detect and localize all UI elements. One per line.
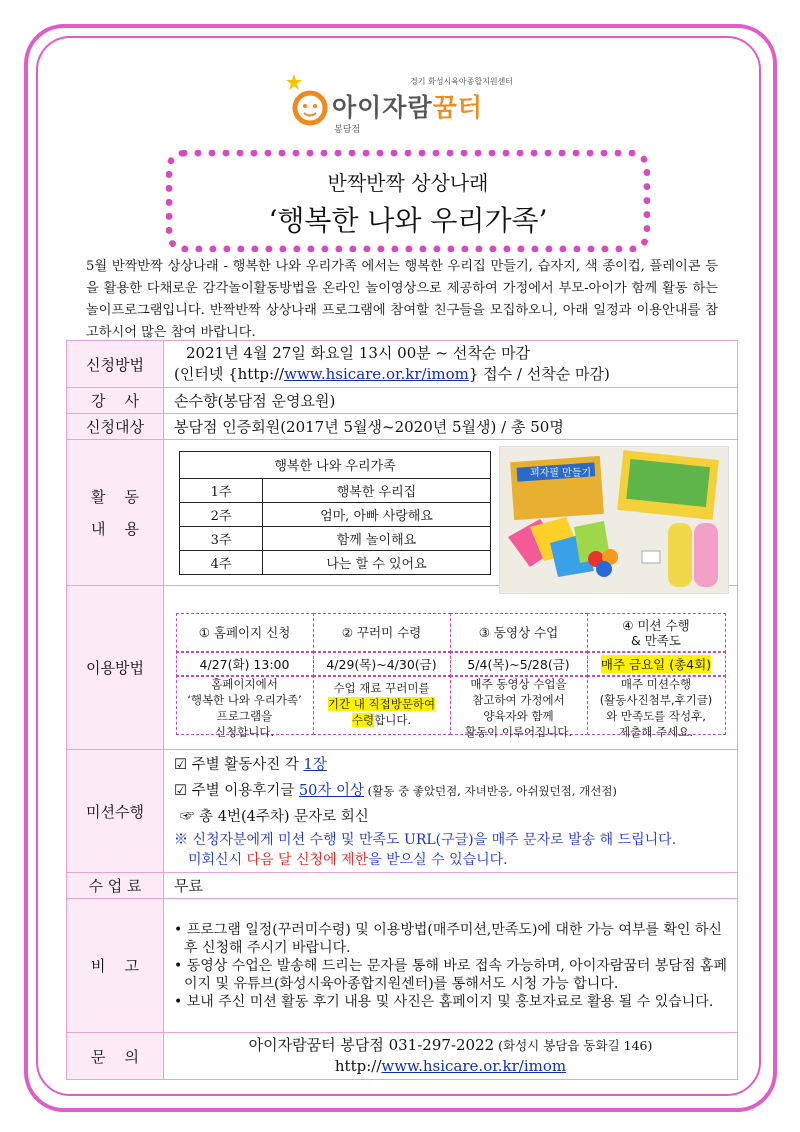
step-1-desc-3: 프로그램을 [216,708,273,723]
apply-line2 [174,364,727,385]
label-contact: 문 의 [67,1033,164,1080]
mission-item-3: ☞ 총 4번(4주차) 문자로 회신 [180,809,369,825]
step-4-date [587,651,726,677]
logo-org-text: 경기 화성시육아종합지원센터 [410,77,514,86]
contact-address: (화성시 봉담읍 동화길 146) [494,1038,653,1053]
step-3-desc-3: 양육자와 함께 [483,708,554,723]
step-3-desc [450,675,588,739]
materials-photo [499,446,729,594]
photo-box-label: 꾀자필 만들기 [530,468,592,479]
apply-line2-post: } 접수 / 선착순 마감) [468,365,610,383]
step-2-head: ② 꾸러미 수령 [313,613,451,653]
mission-item-2-text: ☑ 주별 이용후기글 [174,783,299,799]
row-contact [67,1033,738,1080]
row-apply [67,341,738,388]
step-4-desc-1: 매주 미션수행 [620,676,692,691]
mission-note-2-pre: 미회신시 [188,852,247,868]
apply-line1: 2021년 4월 27일 화요일 13시 00분 ~ 선착순 마감 [186,344,531,362]
step-4-desc-4: 제출해 주세요. [619,724,693,739]
row-fee [67,873,738,899]
label-target: 신청대상 [67,414,164,440]
week-3: 3주 [180,526,263,550]
brand-name-part2: 꿈터 [432,93,483,122]
label-content [67,440,164,586]
step-4-date-highlight: 매주 금요일 (총4회) [600,656,712,672]
intro-paragraph: 5월 반짝반짝 상상나래 - 행복한 나와 우리가족 에서는 행복한 우리집 만들기, 습자지, 색 종이컵, 플레이콘 등을 활용한 다채로운 감각놀이활동방법을 온라인 놀이영상으로 제공하여 가정에서 부모-아이가 함께 활동 하는 놀이프로그램입니다. 반짝반짝 상상나래 프로그램에 참여할 친구들을 모집하오니, 아래 일정과 이용안내를 참고하시어 많은 참여 바랍니다. [86,259,718,340]
logo-face-icon [286,72,332,134]
remark-3: • 보내 주신 미션 활동 후기 내용 및 사진은 홈페이지 및 홍보자료로 활용 될 수 있습니다. [174,993,714,1010]
week-2-title: 엄마, 아빠 사랑해요 [263,502,491,526]
brand-name-part1: 아이자람 [332,93,433,122]
step-3-desc-1: 매주 동영상 수업을 [470,676,567,691]
apply-line2-pre: (인터넷 {http:// [174,365,285,383]
label-content-1: 활 동 [90,487,140,506]
mission-note-2-red: 다음 달 신청에 제한 [246,852,369,868]
row-teacher [67,388,738,414]
row-mission [67,750,738,873]
title-line-1: 반짝반짝 상상나래 [327,171,489,195]
week-1-title: 행복한 우리집 [263,478,491,502]
contact-link-pre: http:// [334,1057,382,1075]
value-teacher: 손수향(봉담점 운영요원) [164,388,738,414]
step-2-desc [313,675,451,735]
row-content [67,440,738,586]
contact-phone: 아이자람꿈터 봉담점 031-297-2022 [248,1036,495,1054]
row-remarks [67,899,738,1033]
step-2-desc-4: 합니다. [374,712,412,727]
step-4-head-2: & 만족도 [631,632,681,648]
mission-item-1-underline: 1장 [303,757,327,773]
mission-note-1: ※ 신청자분에게 미션 수행 및 만족도 URL(구글)을 매주 문자로 발송 해 드립니다. [174,832,677,848]
weeks-wrap [164,451,500,575]
logo [286,72,546,134]
value-fee: 무료 [164,873,738,899]
step-4-desc [587,675,726,739]
step-3-desc-2: 참고하여 가정에서 [472,692,565,707]
step-4-head-1: ④ 미션 수행 [622,617,690,633]
step-2-desc-2: 기간 내 직접방문하여 [327,696,436,711]
step-3-date: 5/4(목)~5/28(금) [450,651,588,677]
logo-branch: 봉담점 [334,125,361,135]
logo-brand [332,88,483,124]
step-1-date: 4/27(화) 13:00 [176,651,314,677]
value-usage [164,586,738,750]
label-mission: 미션수행 [67,750,164,873]
mission-item-2 [174,778,727,804]
label-remarks: 비 고 [67,899,164,1033]
step-1-desc [176,675,314,739]
step-4-desc-3: 와 만족도를 작성후, [606,708,706,723]
label-teacher: 강 사 [67,388,164,414]
label-usage: 이용방법 [67,586,164,750]
title-line-2: ‘행복한 나와 우리가족’ [268,204,548,237]
step-2-desc-1: 수업 재료 꾸러미를 [333,680,430,695]
value-content [164,440,738,586]
mission-note-2-post: 을 받으실 수 있습니다. [368,852,508,868]
mission-item-2-note: (활동 중 좋았던점, 자녀반응, 아쉬웠던점, 개선점) [363,784,617,798]
step-1-desc-1: 홈페이지에서 [211,676,278,691]
week-4: 4주 [180,550,263,574]
row-target [67,414,738,440]
info-table [66,340,738,1080]
mission-item-1 [174,752,727,778]
step-4-desc-2: (활동사진첨부,후기글) [599,692,713,707]
usage-steps [176,603,726,739]
mission-item-1-text: ☑ 주별 활동사진 각 [174,757,304,773]
label-apply: 신청방법 [67,341,164,388]
week-1: 1주 [180,478,263,502]
step-4-head [587,613,726,653]
value-apply [164,341,738,388]
value-remarks [164,899,738,1033]
contact-link[interactable]: www.hsicare.or.kr/imom [381,1057,567,1075]
step-3-desc-4: 활동이 이루어집니다. [464,724,573,739]
value-mission [164,750,738,873]
step-1-head: ① 홈페이지 신청 [176,613,314,653]
week-4-title: 나는 할 수 있어요 [263,550,491,574]
step-1-desc-2: ‘행복한 나와 우리가족’ [187,692,302,707]
week-2: 2주 [180,502,263,526]
label-fee: 수 업 료 [67,873,164,899]
row-usage [67,586,738,750]
value-contact [164,1033,738,1080]
step-1-desc-4: 신청합니다. [214,724,275,739]
step-2-desc-3: 수령 [351,712,375,727]
remark-1: • 프로그램 일정(꾸러미수령) 및 이용방법(매주미션,만족도)에 대한 가능 여부를 확인 하신 후 신청해 주시기 바랍니다. [174,921,722,956]
mission-note-2 [174,850,727,870]
value-target: 봉담점 인증회원(2017년 5월생~2020년 5월생) / 총 50명 [164,414,738,440]
step-2-date: 4/29(목)~4/30(금) [313,651,451,677]
week-3-title: 함께 놀이해요 [263,526,491,550]
remark-2: • 동영상 수업은 발송해 드리는 문자를 통해 바로 접속 가능하며, 아이자람꿈터 봉담점 홈페이지 및 유튜브(화성시육아종합지원센터)를 통해서도 시청 가능 합니다. [174,957,727,992]
contact-line-2 [174,1056,727,1077]
contact-line-1 [174,1035,727,1056]
mission-item-2-underline: 50자 이상 [298,783,364,799]
weeks-title: 행복한 나와 우리가족 [180,451,491,478]
label-content-2: 내 용 [90,519,140,538]
materials-photo-illustration [500,447,728,593]
title-box [166,150,650,252]
step-3-head: ③ 동영상 수업 [450,613,588,653]
apply-link[interactable]: www.hsicare.or.kr/imom [284,365,469,383]
weeks-table [179,451,491,575]
